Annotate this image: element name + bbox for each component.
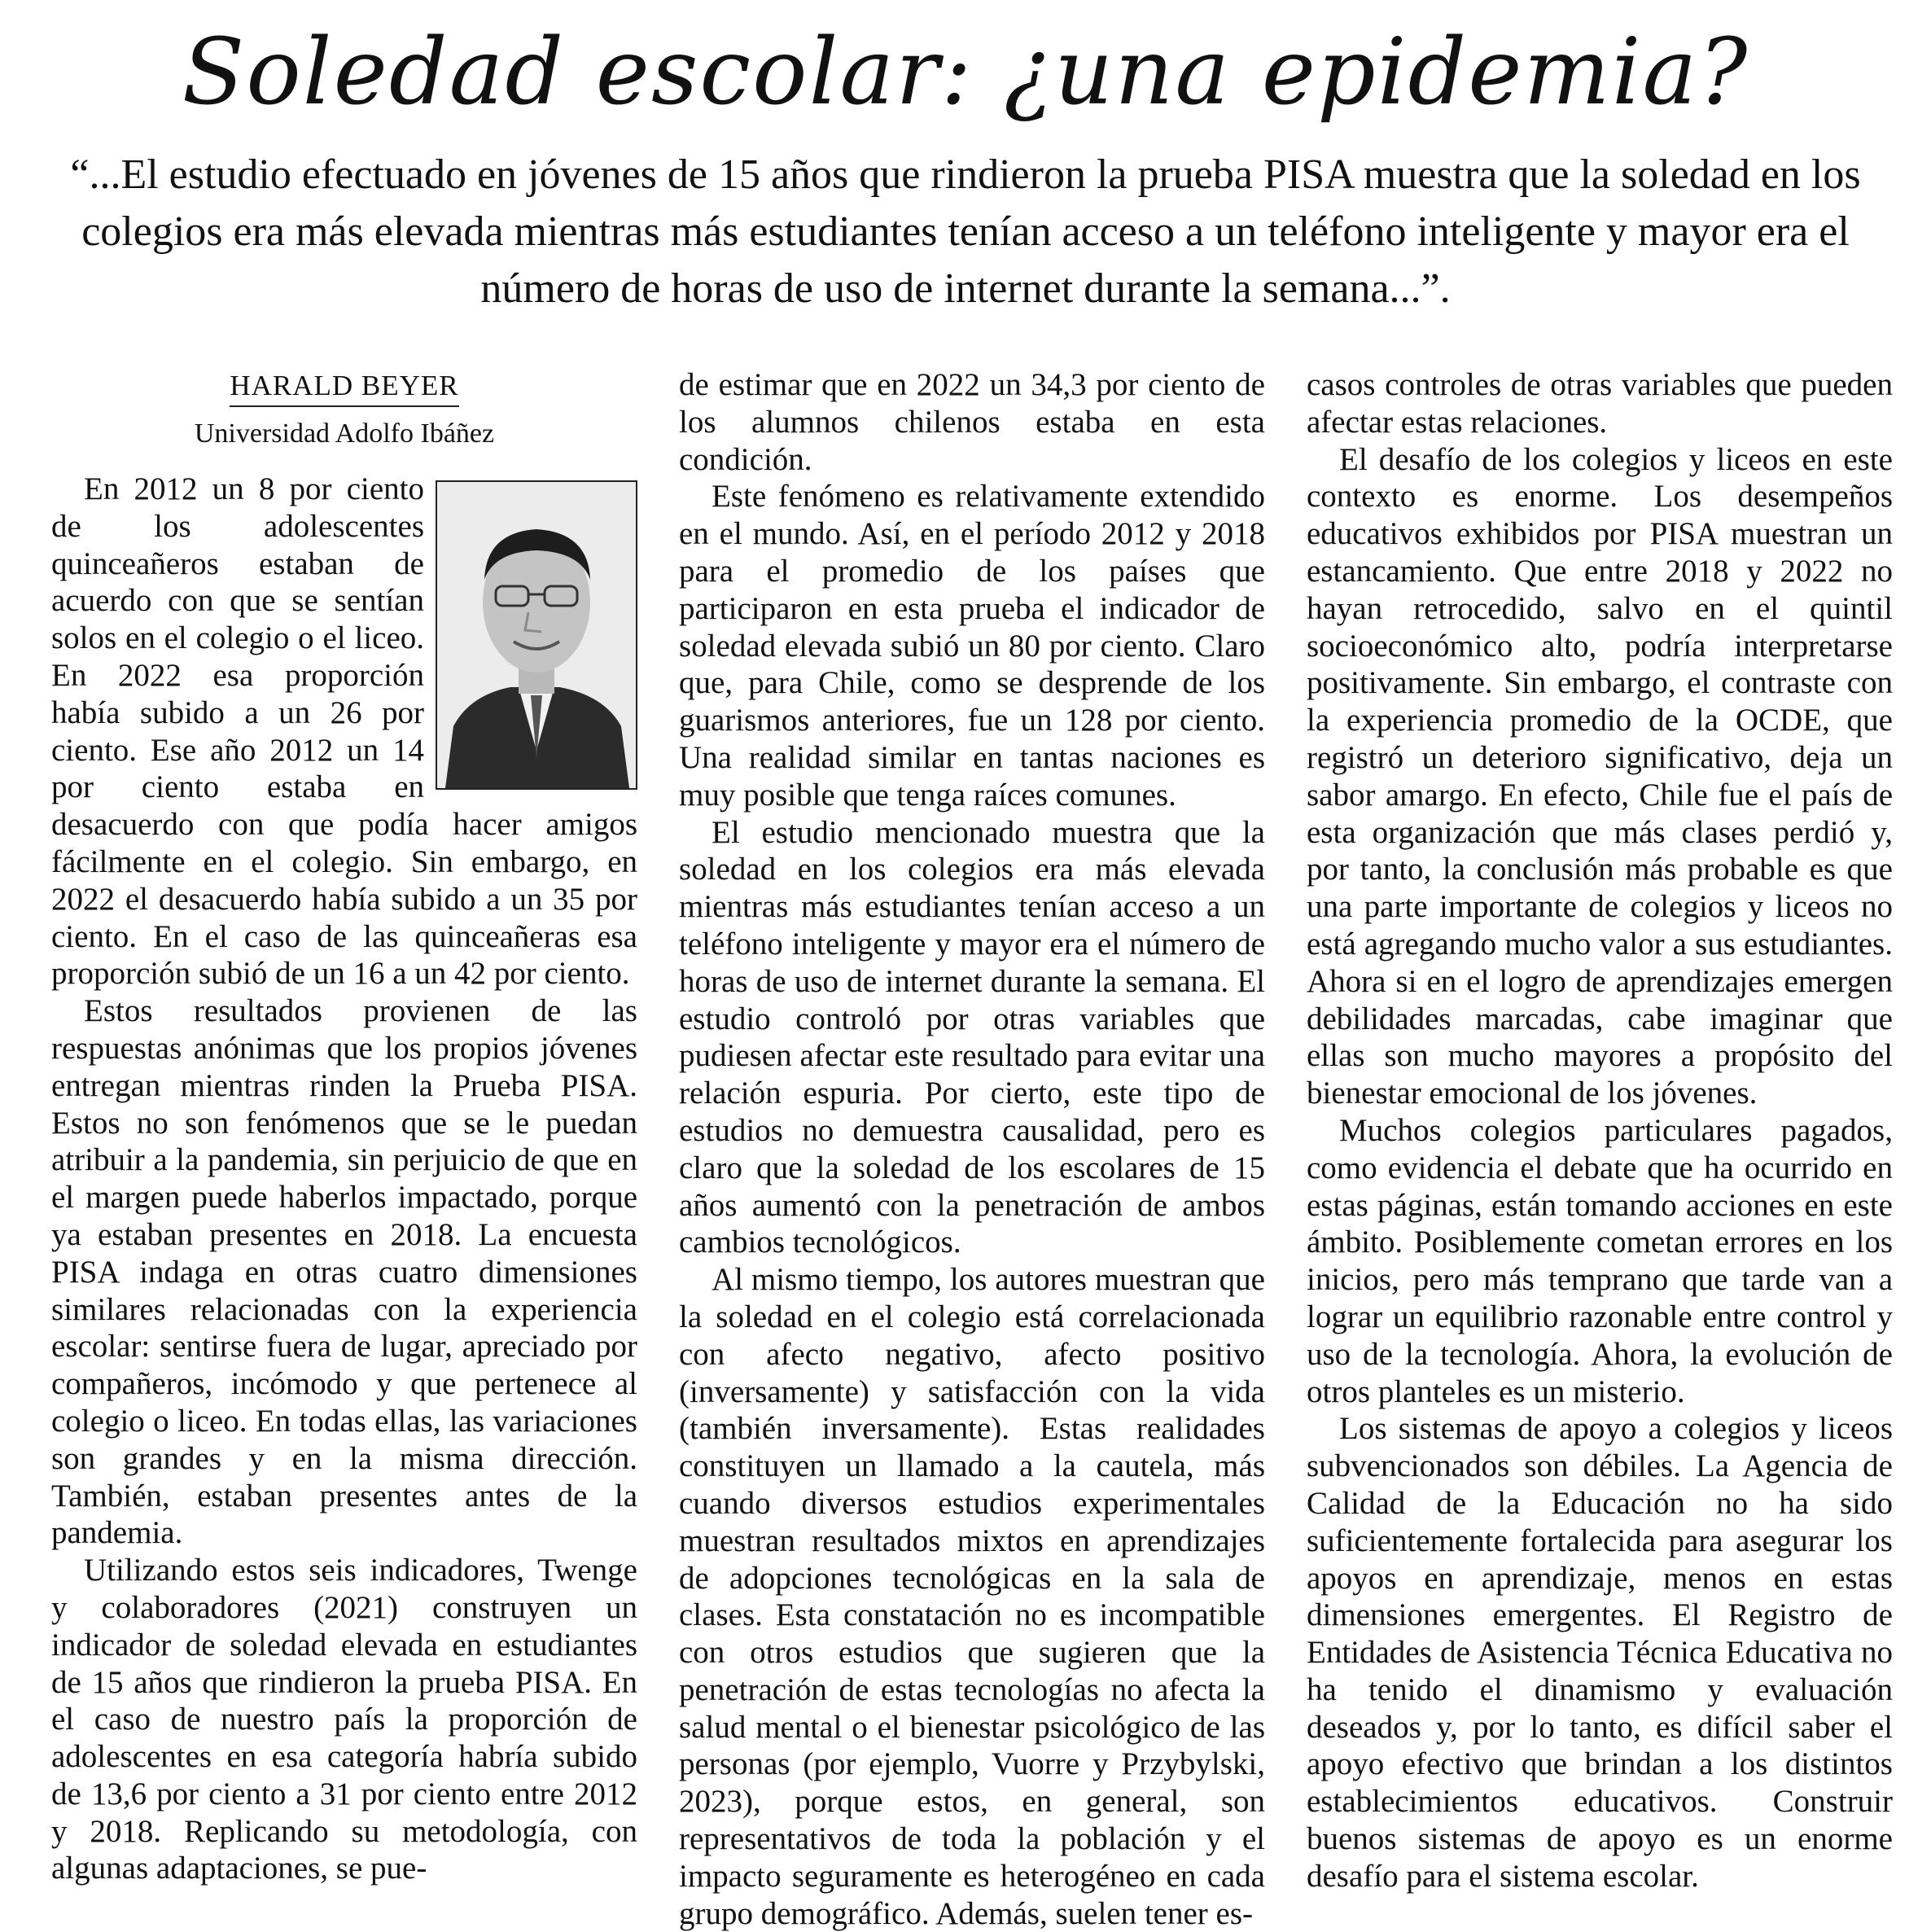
headline: Soledad escolar: ¿una epidemia? (182, 20, 1749, 125)
paragraph: de estimar que en 2022 un 34,3 por ciento de los alumnos chilenos estaba en esta condición. (679, 367, 1265, 477)
article-column-3 (1307, 366, 1893, 1894)
paragraph: Muchos colegios particulares pagados, como evidencia el debate que ha ocurrido en estas páginas, están tomando acciones en este ámbito. Posiblemente cometan errores en los inicios, pero más temprano que tarde van a lograr un equilibrio razonable entre control y uso de la tecnología. Ahora, la evolución de otros planteles es un misterio. (1307, 1112, 1893, 1409)
author-name: HARALD BEYER (230, 367, 458, 407)
author-photo (436, 480, 637, 790)
article-column-2 (679, 366, 1265, 1931)
pull-quote: “...El estudio efectuado en jóvenes de 15 años que rindieron la prueba PISA muestra que la soledad en los colegios era más elevada mientras más estudiantes tenían acceso a un teléfono inteligente y mayor era el número de horas de uso de internet durante la semana...”. (70, 151, 1861, 312)
paragraph: Estos resultados provienen de las respuestas anónimas que los propios jóvenes entregan mientras rinden la Prueba PISA. Estos no son fenómenos que se le puedan atribuir a la pandemia, sin perjuicio de que en el margen puede haberlos impactado, porque ya estaban presentes en 2018. La encuesta PISA indaga en otras cuatro dimensiones similares relacionadas con la experiencia escolar: sentirse fuera de lugar, apreciado por compañeros, incómodo y que pertenece al colegio o liceo. En todas ellas, las variaciones son grandes y en la misma dirección. También, estaban presentes antes de la pandemia. (51, 993, 637, 1551)
paragraph-text: En 2012 un 8 por ciento de los adolescentes quinceañeros estaban de acuerdo con que se sentían solos en el colegio o el liceo. En 2022 esa proporción había subido a un 26 por ciento. Ese año 2012 un 14 por ciento estaba en desacuerdo con que podía hacer amigos fácilmente en el colegio. Sin embargo, en 2022 el desacuerdo había subido a un 35 por ciento. En el caso de las quinceañeras esa proporción subió de un 16 a un 42 por ciento. (51, 471, 637, 992)
author-affiliation: Universidad Adolfo Ibáñez (194, 418, 495, 449)
paragraph: Los sistemas de apoyo a colegios y liceos subvencionados son débiles. La Agencia de Calidad de la Educación no ha sido suficientemente fortalecida para asegurar los apoyos en aprendizaje, menos en estas dimensiones emergentes. El Registro de Entidades de Asistencia Técnica Educativa no ha tenido el dinamismo y evaluación deseados y, por lo tanto, es difícil saber el apoyo efectivo que brindan a los distintos establecimientos educativos. Construir buenos sistemas de apoyo es un enorme desafío para el sistema escolar. (1307, 1411, 1893, 1894)
paragraph: Utilizando estos seis indicadores, Twenge y colaboradores (2021) construyen un indicador de soledad elevada en estudiantes de 15 años que rindieron la prueba PISA. En el caso de nuestro país la proporción de adolescentes en esa categoría habría subido de 13,6 por ciento a 31 por ciento entre 2012 y 2018. Replicando su metodología, con algunas adaptaciones, se pue- (51, 1553, 637, 1886)
paragraph: El estudio mencionado muestra que la soledad en los colegios era más elevada mientras más estudiantes tenían acceso a un teléfono inteligente y mayor era el número de horas de uso de internet durante la semana. El estudio controló por otras variables que pudiesen afectar este resultado para evitar una relación espuria. Por cierto, este tipo de estudios no demuestra causalidad, pero es claro que la soledad de los escolares de 15 años aumentó con la penetración de ambos cambios tecnológicos. (679, 814, 1265, 1260)
paragraph: Este fenómeno es relativamente extendido en el mundo. Así, en el período 2012 y 2018 para el promedio de los países que participaron en esta prueba el indicador de soledad elevada subió un 80 por ciento. Claro que, para Chile, como se desprende de los guarismos anteriores, fue un 128 por ciento. Una realidad similar en tantas naciones es muy posible que tenga raíces comunes. (679, 479, 1265, 813)
paragraph: Al mismo tiempo, los autores muestran que la soledad en el colegio está correlacionada con afecto negativo, afecto positivo (inversamente) y satisfacción con la vida (también inversamente). Estas realidades constituyen un llamado a la cautela, más cuando diversos estudios experimentales muestran resultados mixtos en aprendizajes de adopciones tecnológicas en la sala de clases. Esta constatación no es incompatible con otros estudios que sugieren que la penetración de estas tecnologías no afecta la salud mental o el bienestar psicológico de las personas (por ejemplo, Vuorre y Przybylski, 2023), porque estos, en general, son representativos de toda la población y el impacto seguramente es heterogéneo en cada grupo demográfico. Además, suelen tener es- (679, 1262, 1265, 1931)
paragraph (51, 471, 637, 992)
portrait-image (437, 482, 636, 788)
byline (51, 366, 637, 454)
paragraph: casos controles de otras variables que pueden afectar estas relaciones. (1307, 367, 1893, 440)
article-column-1 (51, 366, 637, 1886)
paragraph: El desafío de los colegios y liceos en este contexto es enorme. Los desempeños educativos exhibidos por PISA muestran un estancamiento. Que entre 2018 y 2022 no hayan retrocedido, salvo en el quintil socioeconómico alto, podría interpretarse positivamente. Sin embargo, el contraste con la experiencia promedio de la OCDE, que registró un deterioro significativo, deja un sabor amargo. En efecto, Chile fue el país de esta organización que más clases perdió y, por tanto, la conclusión más probable es que una parte importante de colegios y liceos no está agregando mucho valor a sus estudiantes. Ahora si en el logro de aprendizajes emergen debilidades marcadas, cabe imaginar que ellas son mucho mayores a propósito del bienestar emocional de los jóvenes. (1307, 441, 1893, 1111)
